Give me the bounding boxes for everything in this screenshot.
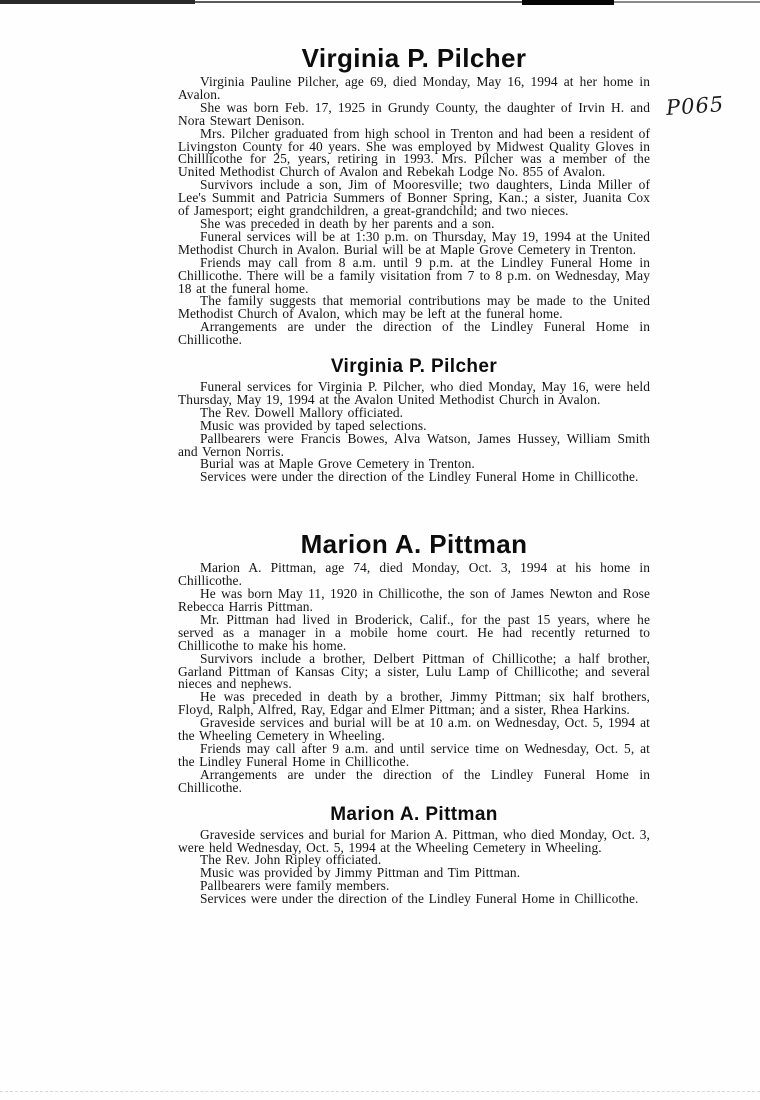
scan-artifact-bottom-line: [0, 1091, 760, 1092]
obituary-paragraph: He was preceded in death by a brother, Jimmy Pittman; six half brothers, Floyd, Ralph, Alfred, Ray, Edgar and Elmer Pittman; and a sister, Rhea Harkins.: [178, 689, 650, 718]
obituary-pittman-full: [178, 530, 650, 794]
scan-artifact-segment: [195, 1, 530, 3]
obituary-pittman-service: [178, 804, 650, 906]
obituary-title: Marion A. Pittman: [330, 803, 498, 825]
scan-artifact-segment: [522, 0, 614, 5]
obituary-paragraph: The Rev. Dowell Mallory officiated.: [200, 404, 404, 420]
obituary-title: Virginia P. Pilcher: [330, 356, 498, 378]
obituary-paragraph: Survivors include a son, Jim of Mooresville; two daughters, Linda Miller of Lee's Summit and Patricia Summers of Bonner Spring, Kan.; a sister, Juanita Cox of Jamesport; eight grandchildren, a great-grandchild; and two nieces.: [178, 177, 650, 219]
obituary-paragraph: Arrangements are under the direction of the Lindley Funeral Home in Chillicothe.: [178, 766, 650, 795]
obituary-paragraph: He was born May 11, 1920 in Chillicothe, the son of James Newton and Rose Rebecca Harris Pittman.: [178, 586, 650, 614]
obituary-paragraph: Friends may call after 9 a.m. and until service time on Wednesday, Oct. 5, at the Lindley Funeral Home in Chillicothe.: [178, 740, 650, 769]
obituary-paragraph: She was preceded in death by her parents and a son.: [200, 215, 495, 231]
obituary-paragraph: Friends may call from 8 a.m. until 9 p.m. at the Lindley Funeral Home in Chillicothe. There will be a family visitation from 7 to 8 p.m. on Wednesday, May 18 at the funeral home.: [178, 254, 650, 296]
obituary-paragraph: Marion A. Pittman, age 74, died Monday, Oct. 3, 1994 at his home in Chillicothe.: [178, 560, 650, 589]
obituary-paragraph: Burial was at Maple Grove Cemetery in Trenton.: [200, 456, 475, 472]
obituary-paragraph: The Rev. John Ripley officiated.: [200, 852, 382, 868]
obituary-paragraph: Music was provided by Jimmy Pittman and Tim Pittman.: [200, 865, 521, 881]
obituary-paragraph: Mrs. Pilcher graduated from high school in Trenton and had been a resident of Livingston County for 40 years. She was employed by Midwest Quality Gloves in Chilllicothe for 25, years, retiring in 1993. Mrs. Pilcher was a member of the United Methodist Church of Avalon and Rebekah Lodge No. 855 of Avalon.: [178, 125, 650, 180]
scan-artifact-segment: [614, 1, 760, 3]
obituary-column: [178, 44, 650, 906]
obituary-paragraph: Mr. Pittman had lived in Broderick, Calif., for the past 15 years, where he served as a manager in a mobile home court. He had recently returned to Chillicothe to make his home.: [178, 611, 650, 653]
obituary-pilcher-full: [178, 44, 650, 347]
obituary-paragraph: Music was provided by taped selections.: [200, 417, 427, 433]
obituary-paragraph: Pallbearers were family members.: [200, 878, 390, 894]
obituary-title: Marion A. Pittman: [300, 529, 528, 560]
obituary-paragraph: Pallbearers were Francis Bowes, Alva Watson, James Hussey, William Smith and Vernon Norris.: [178, 430, 650, 459]
obituary-pilcher-service: [178, 356, 650, 484]
obituary-paragraph: Funeral services will be at 1:30 p.m. on Thursday, May 19, 1994 at the United Methodist Church in Avalon. Burial will be at Maple Grove Cemetery in Trenton.: [178, 228, 650, 257]
obituary-paragraph: Funeral services for Virginia P. Pilcher, who died Monday, May 16, were held Thursday, May 19, 1994 at the Avalon United Methodist Church in Avalon.: [178, 379, 650, 407]
obituary-paragraph: Services were under the direction of the Lindley Funeral Home in Chillicothe.: [200, 469, 639, 485]
obituary-paragraph: Graveside services and burial will be at 10 a.m. on Wednesday, Oct. 5, 1994 at the Wheeling Cemetery in Wheeling.: [178, 715, 650, 744]
obituary-paragraph: Arrangements are under the direction of the Lindley Funeral Home in Chillicothe.: [178, 319, 650, 348]
obituary-paragraph: Virginia Pauline Pilcher, age 69, died Monday, May 16, 1994 at her home in Avalon.: [178, 74, 650, 102]
handwritten-code: P065: [665, 91, 725, 121]
obituary-paragraph: Survivors include a brother, Delbert Pittman of Chillicothe; a half brother, Garland Pittman of Kansas City; a sister, Lulu Lamp of Chillicothe; and several nieces and nephews.: [178, 650, 650, 692]
obituary-paragraph: The family suggests that memorial contributions may be made to the United Methodist Church of Avalon, which may be left at the funeral home.: [178, 293, 650, 322]
obituary-paragraph: Services were under the direction of the Lindley Funeral Home in Chillicothe.: [200, 891, 639, 907]
obituary-paragraph: Graveside services and burial for Marion A. Pittman, who died Monday, Oct. 3, were held Wednesday, Oct. 5, 1994 at the Wheeling Cemetery in Wheeling.: [178, 826, 650, 855]
scan-artifact-top: [0, 0, 760, 6]
obituary-title: Virginia P. Pilcher: [301, 43, 527, 73]
scan-artifact-segment: [0, 0, 195, 4]
obituary-paragraph: She was born Feb. 17, 1925 in Grundy County, the daughter of Irvin H. and Nora Stewart Denison.: [178, 99, 650, 128]
